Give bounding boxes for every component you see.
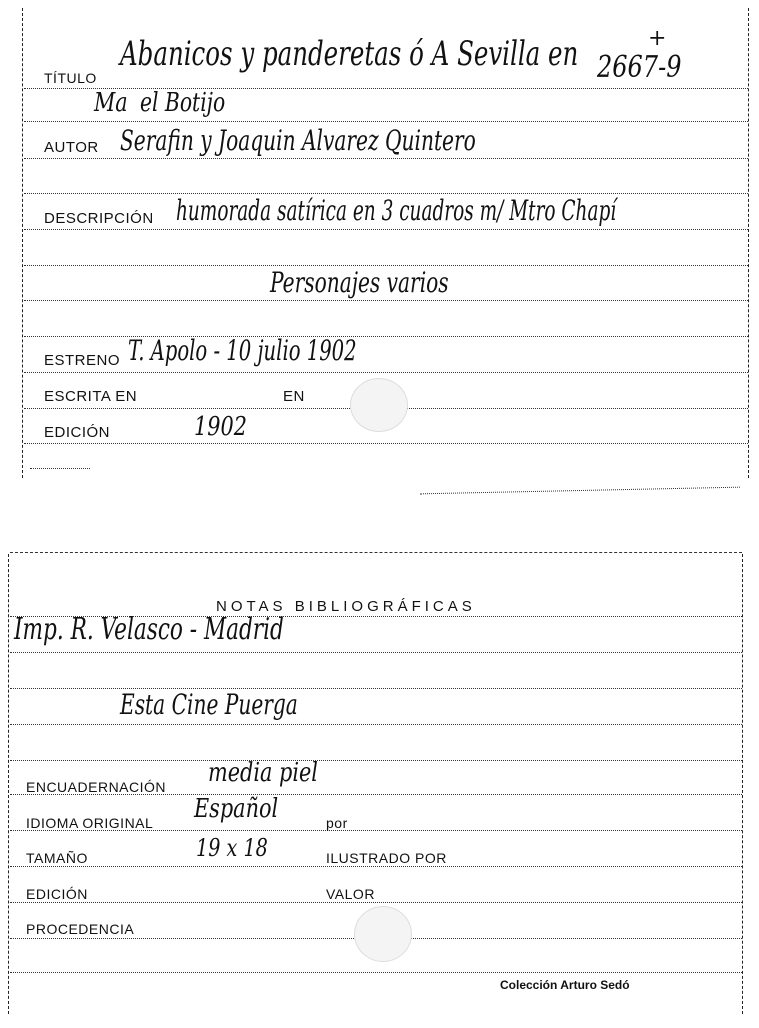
label-tamano: TAMAÑO <box>26 850 88 866</box>
value-autor: Serafin y Joaquin Alvarez Quintero <box>120 124 476 157</box>
label-edicion: EDICIÓN <box>44 424 111 441</box>
rule-line <box>24 443 748 444</box>
label-estreno: ESTRENO <box>44 352 121 369</box>
value-tamano: 19 x 18 <box>196 834 268 862</box>
value-edicion: 1902 <box>194 412 247 442</box>
value-idioma: Español <box>194 794 279 824</box>
catalog-card-back <box>0 548 759 1018</box>
notas-header: NOTAS BIBLIOGRÁFICAS <box>216 598 476 615</box>
label-ilustrado: ILUSTRADO POR <box>326 850 447 866</box>
rule-line <box>10 760 742 761</box>
value-titulo: Abanicos y panderetas ó A Sevilla en <box>120 34 579 74</box>
label-escrita-en: ESCRITA EN <box>44 388 138 405</box>
label-procedencia: PROCEDENCIA <box>26 921 135 937</box>
colophon: Colección Arturo Sedó <box>500 978 630 992</box>
rule-line <box>10 866 742 867</box>
value-mark: + <box>648 26 667 51</box>
label-descripcion: DESCRIPCIÓN <box>44 210 154 227</box>
punch-hole <box>354 906 412 962</box>
rule-line <box>24 229 748 230</box>
label-en: EN <box>283 388 305 405</box>
card-right-border <box>748 8 749 478</box>
value-estreno: T. Apolo - 10 julio 1902 <box>128 334 357 367</box>
rule-line <box>24 88 748 89</box>
rule-line <box>10 652 742 653</box>
label-encuadernacion: ENCUADERNACIÓN <box>26 779 167 795</box>
rule-line <box>30 468 90 469</box>
catalog-card-front <box>0 0 759 495</box>
card-top-border <box>10 552 742 553</box>
value-personajes: Personajes varios <box>270 266 449 299</box>
card-left-border <box>8 554 9 1014</box>
label-idioma: IDIOMA ORIGINAL <box>26 815 154 831</box>
rule-line <box>24 372 748 373</box>
card-left-border <box>22 8 23 478</box>
label-por: por <box>326 815 348 831</box>
rule-line <box>10 972 742 973</box>
rule-line <box>24 121 748 122</box>
rule-line <box>10 902 742 903</box>
rule-line <box>10 724 742 725</box>
label-valor: VALOR <box>326 886 375 902</box>
value-registro: 2667-9 <box>597 50 682 85</box>
value-descripcion: humorada satírica en 3 cuadros m/ Mtro Chapí <box>176 194 617 227</box>
card-right-border <box>742 554 743 1014</box>
label-titulo: TÍTULO <box>44 70 97 86</box>
punch-hole <box>350 378 408 432</box>
rule-line <box>420 487 740 495</box>
value-subtitulo-prefix: Ma <box>94 88 128 118</box>
label-edicion-2: EDICIÓN <box>26 886 88 902</box>
value-notas-2: Esta Cine Puerga <box>120 688 298 721</box>
rule-line <box>24 158 748 159</box>
label-autor: AUTOR <box>44 139 99 156</box>
value-subtitulo: el Botijo <box>140 88 226 118</box>
rule-line <box>24 300 748 301</box>
value-notas-1: Imp. R. Velasco - Madrid <box>14 612 284 647</box>
value-encuadernacion: media piel <box>208 758 318 788</box>
